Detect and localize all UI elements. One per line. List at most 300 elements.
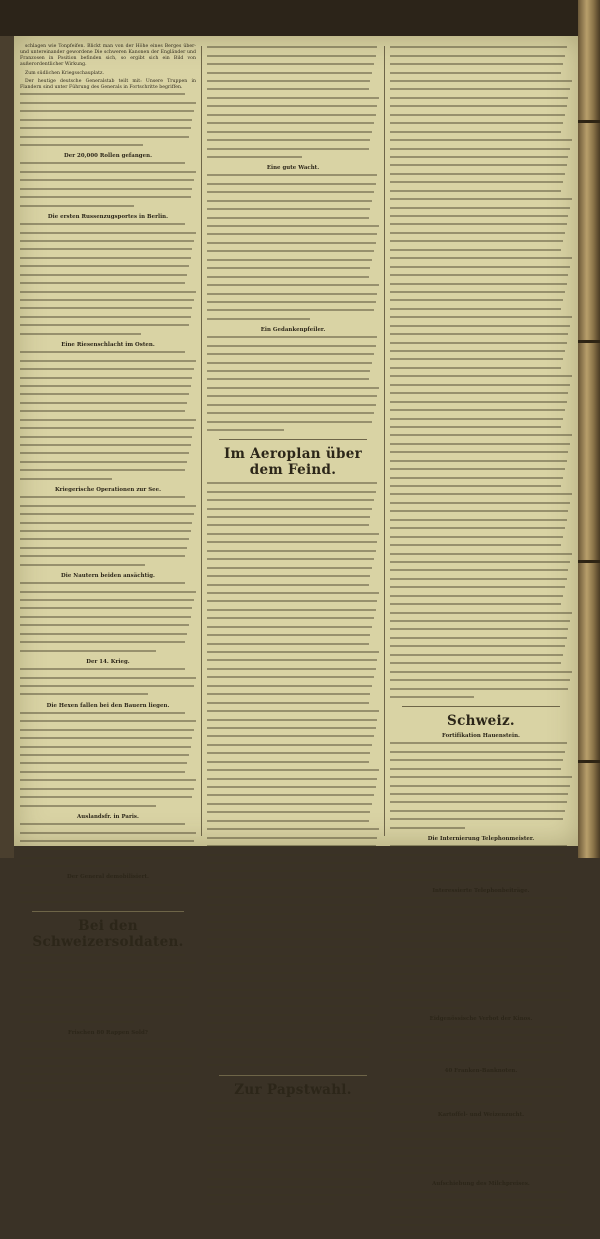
illegible-text-line (207, 592, 379, 598)
illegible-text-line (207, 997, 379, 1003)
illegible-text-line (390, 751, 572, 757)
illegible-text-line (390, 1026, 572, 1032)
illegible-text-line (390, 257, 572, 263)
illegible-text-line (20, 762, 196, 768)
column-divider (201, 46, 202, 836)
illegible-text-line (207, 735, 379, 741)
illegible-text-line (207, 769, 379, 775)
illegible-text-line (390, 1224, 572, 1230)
illegible-text-line (207, 786, 379, 792)
illegible-text-line (207, 727, 379, 733)
illegible-text-line (207, 1031, 379, 1037)
article-paragraph: schlagen wie Tonpfeifen. Blickt man von der Höhe eines Berges über- und untereinander gewordene Die schweren Kanonen der Engländer und Franzosen in Position befinden sich, so ergibt sich ein Bild von außerordentlicher Wirkung. (20, 44, 196, 68)
illegible-text-line (390, 871, 572, 877)
spine-band (578, 340, 600, 343)
illegible-text-line (390, 776, 572, 782)
illegible-text-line (207, 744, 379, 750)
illegible-text-line (20, 857, 196, 863)
illegible-text-line (390, 299, 572, 305)
illegible-text-line (390, 55, 572, 61)
illegible-text-line (390, 914, 572, 920)
illegible-text-line (207, 429, 379, 435)
illegible-text-line (207, 97, 379, 103)
section-heading: Auslandsfr. in Paris. (77, 813, 139, 820)
illegible-text-line (390, 434, 572, 440)
illegible-text-line (207, 1048, 379, 1054)
illegible-text-line (20, 746, 196, 752)
illegible-text-line (20, 796, 196, 802)
illegible-text-line (390, 801, 572, 807)
illegible-text-line (390, 139, 572, 145)
illegible-text-line (390, 1216, 572, 1222)
illegible-text-line (207, 643, 379, 649)
illegible-text-line (207, 524, 379, 530)
illegible-text-line (390, 122, 572, 128)
illegible-text-line (390, 1051, 572, 1057)
section-separator (219, 1075, 367, 1076)
illegible-text-line (207, 225, 379, 231)
spine-band (578, 760, 600, 763)
illegible-text-line (390, 350, 572, 356)
illegible-text-line (20, 162, 196, 168)
illegible-text-line (20, 788, 196, 794)
illegible-text-line (207, 541, 379, 547)
illegible-text-line (390, 662, 572, 668)
illegible-text-line (390, 283, 572, 289)
illegible-text-line (20, 979, 196, 985)
illegible-text-line (390, 392, 572, 398)
illegible-text-line (390, 131, 572, 137)
illegible-text-line (207, 600, 379, 606)
illegible-text-line (20, 865, 196, 871)
illegible-text-line (390, 527, 572, 533)
illegible-text-line (390, 63, 572, 69)
illegible-text-line (207, 139, 379, 145)
illegible-text-line (20, 419, 196, 425)
illegible-text-line (207, 803, 379, 809)
illegible-text-line (20, 1090, 196, 1096)
illegible-text-line (207, 412, 379, 418)
illegible-text-line (207, 870, 379, 876)
illegible-text-line (390, 1155, 572, 1161)
illegible-text-line (207, 913, 379, 919)
illegible-text-line (20, 737, 196, 743)
illegible-text-line (20, 522, 196, 528)
illegible-text-line (390, 637, 572, 643)
illegible-text-line (20, 452, 196, 458)
illegible-text-line (207, 626, 379, 632)
illegible-text-line (390, 164, 572, 170)
illegible-text-line (390, 696, 572, 702)
illegible-text-line (207, 276, 379, 282)
article-headline: Zur Papstwahl. (234, 1081, 352, 1098)
illegible-text-line (207, 1186, 379, 1192)
illegible-text-line (20, 223, 196, 229)
illegible-text-line (207, 208, 379, 214)
illegible-text-line (390, 1121, 572, 1127)
scan-left-edge (0, 36, 14, 858)
illegible-text-line (207, 1135, 379, 1141)
illegible-text-line (20, 144, 196, 150)
illegible-text-line (20, 555, 196, 561)
illegible-text-line (207, 567, 379, 573)
illegible-text-line (207, 191, 379, 197)
illegible-text-line (207, 259, 379, 265)
section-heading: Der General demobilisiert. (67, 874, 149, 881)
illegible-text-line (20, 360, 196, 366)
illegible-text-line (20, 805, 196, 811)
illegible-text-line (390, 645, 572, 651)
illegible-text-line (207, 896, 379, 902)
illegible-text-line (207, 837, 379, 843)
illegible-text-line (390, 80, 572, 86)
illegible-text-line (390, 358, 572, 364)
illegible-text-line (207, 508, 379, 514)
illegible-text-line (20, 633, 196, 639)
section-heading: Kriegerische Operationen zur See. (54, 486, 162, 493)
illegible-text-line (20, 547, 196, 553)
illegible-text-line (20, 1073, 196, 1079)
illegible-text-line (390, 1164, 572, 1170)
illegible-text-line (207, 702, 379, 708)
illegible-text-line (20, 377, 196, 383)
illegible-text-line (207, 1102, 379, 1108)
illegible-text-line (207, 183, 379, 189)
illegible-text-line (20, 530, 196, 536)
illegible-text-line (390, 553, 572, 559)
illegible-text-line (207, 761, 379, 767)
illegible-text-line (207, 370, 379, 376)
illegible-text-line (20, 240, 196, 246)
illegible-text-line (20, 884, 196, 890)
illegible-text-line (390, 845, 572, 851)
illegible-text-line (20, 564, 196, 570)
illegible-text-line (20, 444, 196, 450)
illegible-text-line (20, 274, 196, 280)
illegible-text-line (207, 250, 379, 256)
illegible-text-line (20, 1040, 196, 1046)
illegible-text-line (207, 387, 379, 393)
illegible-text-line (390, 612, 572, 618)
illegible-text-line (207, 980, 379, 986)
scan-background-top (0, 0, 600, 36)
illegible-text-line (207, 1152, 379, 1158)
section-separator (32, 911, 184, 912)
illegible-text-line (390, 493, 572, 499)
section-heading: Die ersten Russenzugsportes in Berlin. (47, 213, 169, 220)
illegible-text-line (207, 845, 379, 851)
illegible-text-line (390, 97, 572, 103)
illegible-text-line (207, 63, 379, 69)
illegible-text-line (207, 114, 379, 120)
illegible-text-line (20, 1065, 196, 1071)
illegible-text-line (390, 510, 572, 516)
illegible-text-line (207, 946, 379, 952)
illegible-text-line (390, 316, 572, 322)
illegible-text-line (20, 754, 196, 760)
illegible-text-line (20, 385, 196, 391)
section-heading: Ein Gedankenpfeiler. (260, 327, 326, 333)
illegible-text-line (20, 410, 196, 416)
illegible-text-line (390, 342, 572, 348)
illegible-text-line (390, 1078, 572, 1084)
illegible-text-line (20, 668, 196, 674)
illegible-text-line (207, 617, 379, 623)
illegible-text-line (390, 862, 572, 868)
illegible-text-line (390, 897, 572, 903)
illegible-text-line (390, 965, 572, 971)
illegible-text-line (207, 156, 379, 162)
illegible-text-line (390, 274, 572, 280)
illegible-text-line (390, 367, 572, 373)
illegible-text-line (20, 248, 196, 254)
spine-band (578, 120, 600, 123)
section-heading: Aufschiebung des Milchpreises. (432, 1181, 530, 1188)
illegible-text-line (207, 811, 379, 817)
illegible-text-line (20, 188, 196, 194)
illegible-text-line (207, 685, 379, 691)
illegible-text-line (20, 1057, 196, 1063)
illegible-text-line (20, 179, 196, 185)
illegible-text-line (390, 468, 572, 474)
illegible-text-line (20, 823, 196, 829)
section-heading: Eine Riesenschlacht im Osten. (61, 341, 155, 348)
illegible-text-line (390, 759, 572, 765)
illegible-text-line (390, 999, 572, 1005)
illegible-text-line (390, 1138, 572, 1144)
illegible-text-line (390, 519, 572, 525)
section-heading: Der 14. Krieg. (86, 658, 130, 665)
article-paragraph: Zum südlichen Kriegsschauplatz. (25, 70, 104, 76)
illegible-text-line (390, 536, 572, 542)
illegible-text-line (20, 119, 196, 125)
section-heading: Kartoffel- und Weizenzucht. (437, 1112, 525, 1119)
illegible-text-line (390, 1095, 572, 1101)
illegible-text-line (390, 485, 572, 491)
section-heading: Interessierte Telephonbeiträge. (432, 888, 530, 895)
illegible-text-line (390, 173, 572, 179)
illegible-text-line (20, 971, 196, 977)
illegible-text-line (390, 1059, 572, 1065)
illegible-text-line (207, 668, 379, 674)
illegible-text-line (390, 401, 572, 407)
illegible-text-line (390, 384, 572, 390)
illegible-text-line (207, 1064, 379, 1070)
illegible-text-line (390, 1199, 572, 1205)
illegible-text-line (207, 609, 379, 615)
illegible-text-line (20, 840, 196, 846)
illegible-text-line (20, 624, 196, 630)
illegible-text-line (390, 460, 572, 466)
illegible-text-line (207, 710, 379, 716)
illegible-text-line (20, 205, 196, 211)
illegible-text-line (207, 1014, 379, 1020)
illegible-text-line (20, 1013, 196, 1019)
illegible-text-line (207, 267, 379, 273)
illegible-text-line (207, 1005, 379, 1011)
illegible-text-line (20, 607, 196, 613)
illegible-text-line (20, 333, 196, 339)
section-heading: Eidgenössische Verbot der Kinos. (429, 1016, 533, 1023)
illegible-text-line (390, 190, 572, 196)
column-2 (207, 44, 379, 1098)
section-separator (402, 706, 560, 707)
illegible-text-line (207, 989, 379, 995)
illegible-text-line (207, 499, 379, 505)
illegible-text-line (20, 478, 196, 484)
article-paragraph: Der heutige deutsche Generalstab teilt mit: Unsere Truppen in Flandern sind unter Führung des Generals in Fortschritte begriffen. (20, 78, 196, 90)
illegible-text-line (390, 443, 572, 449)
illegible-text-line (390, 1086, 572, 1092)
illegible-text-line (207, 794, 379, 800)
illegible-text-line (390, 595, 572, 601)
illegible-text-line (390, 375, 572, 381)
illegible-text-line (390, 956, 572, 962)
illegible-text-line (207, 233, 379, 239)
illegible-text-line (207, 80, 379, 86)
illegible-text-line (20, 505, 196, 511)
illegible-text-line (390, 232, 572, 238)
illegible-text-line (20, 650, 196, 656)
illegible-text-line (207, 1203, 379, 1209)
illegible-text-line (390, 679, 572, 685)
column-divider (384, 46, 385, 836)
illegible-text-line (207, 879, 379, 885)
illegible-text-line (207, 921, 379, 927)
article-headline: Schweiz. (447, 713, 515, 730)
illegible-text-line (390, 1103, 572, 1109)
illegible-text-line (207, 336, 379, 342)
illegible-text-line (390, 240, 572, 246)
illegible-text-line (20, 299, 196, 305)
illegible-text-line (207, 533, 379, 539)
illegible-text-line (390, 308, 572, 314)
illegible-text-line (207, 88, 379, 94)
article-headline: Bei den Schweizersoldaten. (32, 917, 184, 950)
illegible-text-line (390, 426, 572, 432)
illegible-text-line (20, 599, 196, 605)
illegible-text-line (207, 862, 379, 868)
illegible-text-line (390, 973, 572, 979)
illegible-text-line (207, 301, 379, 307)
illegible-text-line (390, 569, 572, 575)
illegible-text-line (207, 854, 379, 860)
illegible-text-line (207, 1022, 379, 1028)
illegible-text-line (20, 436, 196, 442)
illegible-text-line (390, 72, 572, 78)
illegible-text-line (20, 513, 196, 519)
illegible-text-line (390, 906, 572, 912)
illegible-text-line (390, 671, 572, 677)
illegible-text-line (20, 901, 196, 907)
illegible-text-line (20, 291, 196, 297)
section-heading: Eine gute Wacht. (266, 165, 320, 172)
illegible-text-line (390, 818, 572, 824)
illegible-text-line (390, 291, 572, 297)
illegible-text-line (20, 351, 196, 357)
illegible-text-line (20, 779, 196, 785)
illegible-text-line (20, 402, 196, 408)
illegible-text-line (20, 987, 196, 993)
illegible-text-line (207, 1110, 379, 1116)
illegible-text-line (20, 693, 196, 699)
section-heading: Der 20,000 Rollen gefangen. (64, 153, 152, 160)
section-heading: Fortifikation Hauenstein. (442, 733, 520, 740)
illegible-text-line (390, 688, 572, 694)
illegible-text-line (207, 293, 379, 299)
illegible-text-line (390, 793, 572, 799)
illegible-text-line (390, 477, 572, 483)
illegible-text-line (390, 879, 572, 885)
illegible-text-line (390, 982, 572, 988)
illegible-text-line (207, 752, 379, 758)
illegible-text-line (207, 1178, 379, 1184)
illegible-text-line (390, 451, 572, 457)
illegible-text-line (207, 72, 379, 78)
illegible-text-line (390, 114, 572, 120)
illegible-text-line (207, 972, 379, 978)
article-headline: Im Aeroplan über dem Feind. (223, 446, 363, 479)
illegible-text-line (20, 848, 196, 854)
illegible-text-line (207, 395, 379, 401)
illegible-text-line (207, 309, 379, 315)
section-heading: Frischen 80 Rappen Sold? (68, 1030, 148, 1037)
illegible-text-line (20, 316, 196, 322)
illegible-text-line (390, 325, 572, 331)
illegible-text-line (20, 832, 196, 838)
illegible-text-line (207, 963, 379, 969)
illegible-text-line (207, 242, 379, 248)
illegible-text-line (207, 1194, 379, 1200)
illegible-text-line (207, 719, 379, 725)
section-separator (219, 439, 367, 440)
newspaper-page (14, 36, 580, 1188)
illegible-text-line (390, 940, 572, 946)
section-heading: Die Nautern beiden ansächtig. (61, 572, 155, 579)
illegible-text-line (207, 318, 379, 324)
illegible-text-line (207, 482, 379, 488)
illegible-text-line (390, 88, 572, 94)
illegible-text-line (207, 421, 379, 427)
illegible-text-line (207, 693, 379, 699)
illegible-text-line (20, 771, 196, 777)
column-3 (390, 44, 572, 1188)
illegible-text-line (207, 148, 379, 154)
illegible-text-line (207, 174, 379, 180)
illegible-text-line (20, 616, 196, 622)
illegible-text-line (390, 931, 572, 937)
illegible-text-line (207, 676, 379, 682)
illegible-text-line (390, 46, 572, 52)
illegible-text-line (207, 778, 379, 784)
illegible-text-line (20, 196, 196, 202)
illegible-text-line (20, 1099, 196, 1105)
illegible-text-line (20, 265, 196, 271)
illegible-text-line (207, 584, 379, 590)
illegible-text-line (390, 105, 572, 111)
illegible-text-line (390, 768, 572, 774)
illegible-text-line (390, 628, 572, 634)
illegible-text-line (207, 200, 379, 206)
illegible-text-line (390, 181, 572, 187)
column-1 (20, 44, 196, 1037)
illegible-text-line (20, 102, 196, 108)
illegible-text-line (20, 171, 196, 177)
book-spine (578, 0, 600, 858)
illegible-text-line (390, 1007, 572, 1013)
illegible-text-line (390, 854, 572, 860)
illegible-text-line (390, 1130, 572, 1136)
